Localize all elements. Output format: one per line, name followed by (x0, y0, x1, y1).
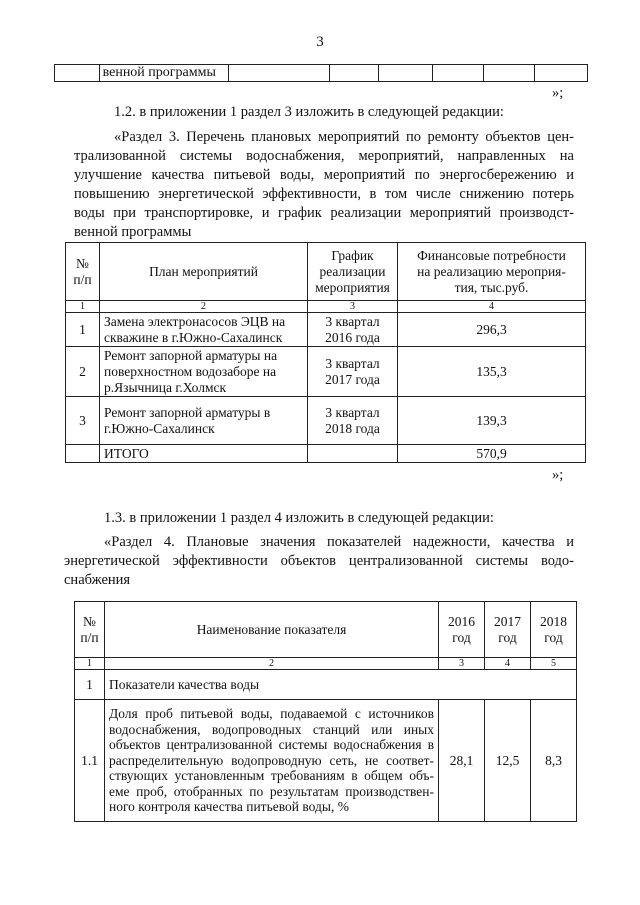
end-mark: »; (552, 467, 564, 483)
table-total-row (66, 445, 586, 463)
end-mark: »; (552, 85, 564, 101)
table-row: 2 Ремонт запорной арматуры на поверхностном водозаборе на р.Язычница г.Холмск 3 квартал 2017 года 135,3 (66, 347, 586, 397)
value-2017: 12,5 (485, 700, 531, 822)
table-row: 3 Ремонт запорной арматуры в г.Южно-Сахалинск 3 квартал 2018 года 139,3 (66, 397, 586, 445)
header-num: № п/п (75, 602, 105, 658)
table-group-row: 1 Показатели качества воды (75, 670, 577, 700)
table-header-row (66, 243, 586, 301)
previous-table-text: венной программы (99, 65, 229, 82)
header-2018: 2018 год (531, 602, 577, 658)
section-4-title: «Раздел 4. Плановые значения показателей надежности, качества и энергетической эффективности объектов централизованной системы водо- снабжения (64, 534, 574, 588)
header-finance: Финансовые потребности на реализацию мероприя- тия, тыс.руб. (398, 243, 586, 301)
section-1-2-instruction: 1.2. в приложении 1 раздел 3 изложить в следующей редакции: (114, 104, 504, 120)
header-plan: План мероприятий (100, 243, 308, 301)
previous-table-strip (54, 64, 588, 82)
value-2018: 8,3 (531, 700, 577, 822)
table-header-row (75, 602, 577, 658)
table-index-row: 1 2 3 4 (66, 301, 586, 313)
section-1-3-instruction: 1.3. в приложении 1 раздел 4 изложить в следующей редакции: (104, 510, 494, 526)
section-3-table (65, 242, 586, 463)
total-label: ИТОГО (100, 445, 308, 463)
indicator-name: Доля проб питьевой воды, подаваемой с источников водоснабжения, водопроводных станций или иных объектов централизованной системы водоснабжения в распределительную водопроводную сеть, не соответ- ствующих установленным требованиям в общем объ- еме проб, отобранных по результатам производствен- ного контроля качества питьевой воды, % (105, 700, 439, 822)
section-3-title: «Раздел 3. Перечень плановых мероприятий по ремонту объектов цен- трализованной системы водоснабжения, мероприятий, направленных на улучшение качества питьевой воды, мероприятий по энергосбережению и повышению энергетической эффективности, в том числе снижению потерь воды при транспортировке, и график реализации мероприятий производст- венной программы (74, 129, 574, 240)
header-2016: 2016 год (439, 602, 485, 658)
page-number: 3 (316, 34, 324, 50)
value-2016: 28,1 (439, 700, 485, 822)
table-row: 1 Замена электронасосов ЭЦВ на скважине в г.Южно-Сахалинск 3 квартал 2016 года 296,3 (66, 313, 586, 347)
header-indicator-name: Наименование показателя (105, 602, 439, 658)
total-value: 570,9 (398, 445, 586, 463)
section-4-table (74, 601, 577, 822)
header-num: № п/п (66, 243, 100, 301)
table-index-row: 1 2 3 4 5 (75, 658, 577, 670)
group-label: Показатели качества воды (105, 670, 577, 700)
header-schedule: График реализации мероприятия (308, 243, 398, 301)
header-2017: 2017 год (485, 602, 531, 658)
table-row: 1.1 Доля проб питьевой воды, подаваемой с источников водоснабжения, водопроводных станций или иных объектов централизованной системы водоснабжения в распределительную водопроводную сеть, не соответ- ствующих установленным требованиям в общем объ- еме проб, отобранных по результатам производствен- ного контроля качества питьевой воды, % 28,1 12,5 8,3 (75, 700, 577, 822)
